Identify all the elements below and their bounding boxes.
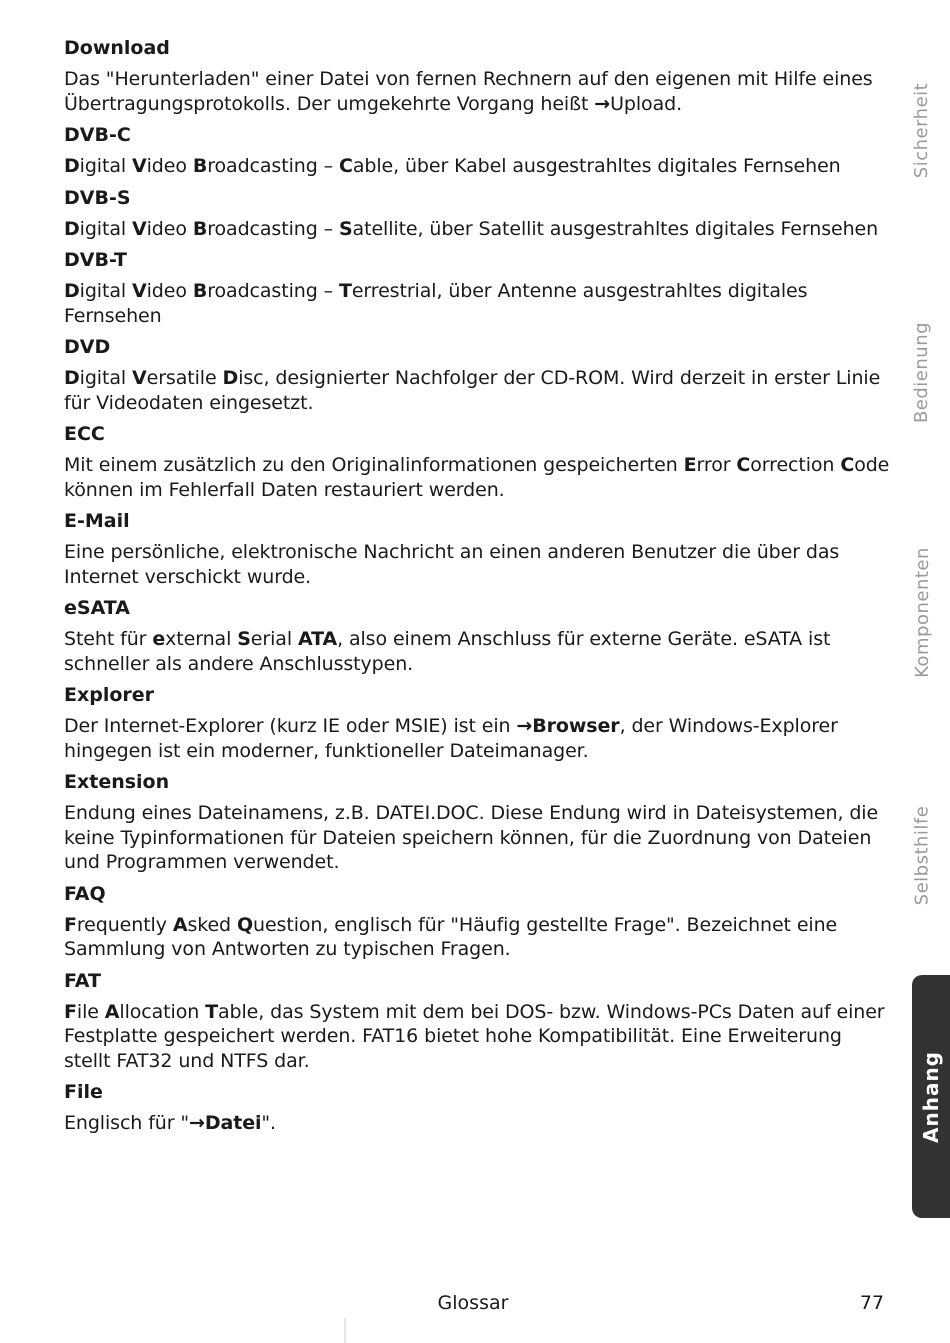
side-tab-bedienung[interactable] bbox=[902, 310, 942, 435]
glossary-list bbox=[64, 36, 890, 1143]
glossary-definition: Digital Video Broadcasting – Cable, über Kabel ausgestrahltes digitales Fernsehen bbox=[64, 155, 841, 177]
glossary-term: Download bbox=[64, 37, 170, 59]
glossary-term: DVB-S bbox=[64, 186, 131, 209]
glossary-term: E-Mail bbox=[64, 510, 130, 532]
glossary-definition: Digital Video Broadcasting – Terrestrial, über Antenne ausgestrahltes digitales Fernsehen bbox=[64, 280, 808, 327]
glossary-definition: Englisch für "→Datei". bbox=[64, 1112, 277, 1134]
glossary-term: Extension bbox=[64, 771, 170, 793]
glossary-term: FAT bbox=[64, 969, 101, 992]
glossary-definition: Frequently Asked Question, englisch für "Häufig gestellte Frage". Bezeichnet eine Sammlung von Antworten zu typischen Fragen. bbox=[64, 913, 838, 960]
glossary-term: DVB-T bbox=[64, 249, 128, 271]
glossary-definition: File Allocation Table, das System mit dem bei DOS- bzw. Windows-PCs Daten auf einer Festplatte gespeichert werden. FAT16 bietet hohe Kompatibilität. Eine Erweiterung stellt FAT32 und NTFS dar. bbox=[64, 1000, 885, 1072]
side-tab-sicherheit[interactable] bbox=[902, 70, 942, 190]
glossary-definition: Mit einem zusätzlich zu den Originalinformationen gespeicherten Error Correction Code können im Fehlerfall Daten restauriert werden. bbox=[64, 454, 890, 501]
glossary-definition: Digital Versatile Disc, designierter Nachfolger der CD-ROM. Wird derzeit in erster Linie für Videodaten eingesetzt. bbox=[64, 367, 881, 414]
footer-section-title: Glossar bbox=[437, 1292, 509, 1314]
binding-mark bbox=[344, 1318, 346, 1343]
glossary-definition: Steht für external Serial ATA, also einem Anschluss für externe Geräte. eSATA ist schneller als andere Anschlusstypen. bbox=[64, 628, 831, 675]
side-tab-selbsthilfe[interactable] bbox=[902, 800, 942, 910]
side-tab-label: Anhang bbox=[919, 1050, 944, 1143]
glossary-definition: Eine persönliche, elektronische Nachricht an einen anderen Benutzer die über das Internet verschickt wurde. bbox=[64, 541, 840, 588]
side-tab-label: Komponenten bbox=[911, 547, 933, 678]
glossary-term: eSATA bbox=[64, 597, 130, 619]
glossary-term: ECC bbox=[64, 423, 105, 445]
side-tab-komponenten[interactable] bbox=[902, 540, 942, 685]
glossary-term: DVB-C bbox=[64, 124, 131, 146]
page-number: 77 bbox=[859, 1292, 884, 1314]
glossary-term: Explorer bbox=[64, 684, 155, 706]
glossary-definition: Digital Video Broadcasting – Satellite, über Satellit ausgestrahltes digitales Fernsehen bbox=[64, 217, 879, 240]
side-tab-label: Bedienung bbox=[911, 321, 933, 424]
glossary-term: File bbox=[64, 1081, 103, 1103]
glossary-term: FAQ bbox=[64, 882, 106, 905]
side-tab-label: Selbsthilfe bbox=[911, 805, 933, 905]
side-tab-label: Sicherheit bbox=[911, 82, 933, 178]
glossary-definition: Endung eines Dateinamens, z.B. DATEI.DOC. Diese Endung wird in Dateisystemen, die keine Typinformationen für Dateien speichern können, für die Zuordnung von Dateien und Programmen verwendet. bbox=[64, 802, 879, 873]
glossary-definition: Das "Herunterladen" einer Datei von fernen Rechnern auf den eigenen mit Hilfe eines Übertragungsprotokolls. Der umgekehrte Vorgang heißt →Upload. bbox=[64, 68, 873, 115]
side-tab-anhang-active[interactable] bbox=[912, 975, 950, 1218]
glossary-term: DVD bbox=[64, 336, 111, 358]
glossary-definition: Der Internet-Explorer (kurz IE oder MSIE) ist ein →Browser, der Windows-Explorer hingegen ist ein moderner, funktioneller Dateimanager. bbox=[64, 715, 838, 762]
